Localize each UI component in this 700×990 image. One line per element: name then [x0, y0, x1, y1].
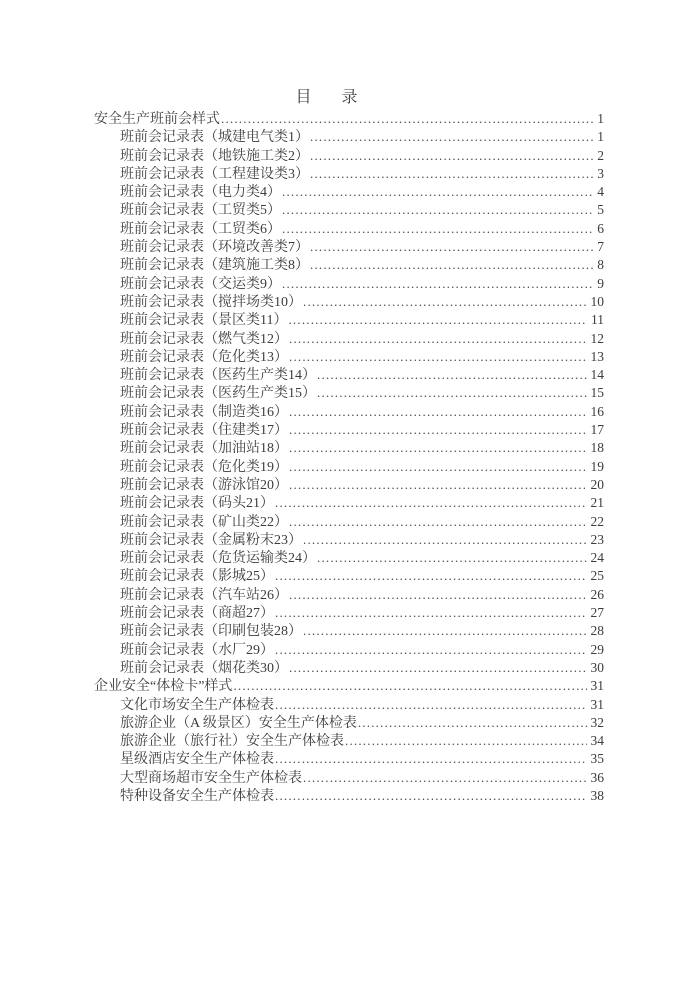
toc-entry[interactable]: [94, 330, 604, 348]
toc-entry-page-number: 38: [590, 787, 604, 803]
toc-entry-page-number: 21: [590, 495, 604, 511]
toc-leader-dots: [282, 220, 593, 239]
toc-entry-page-number: 1: [597, 129, 604, 145]
toc-leader-dots: [358, 714, 587, 733]
toc-entry-label: 班前会记录表（城建电气类1）: [120, 130, 309, 146]
toc-leader-dots: [289, 513, 587, 532]
toc-entry-page-number: 19: [590, 458, 604, 474]
toc-entry[interactable]: [94, 165, 604, 183]
toc-leader-dots: [289, 421, 587, 440]
toc-entry-page-number: 3: [597, 165, 604, 181]
toc-entry-label: 特种设备安全生产体检表: [120, 788, 274, 804]
toc-entry[interactable]: [94, 604, 604, 622]
toc-entry-page-number: 25: [590, 568, 604, 584]
toc-entry-label: 班前会记录表（码头21）: [120, 496, 274, 512]
toc-entry[interactable]: [94, 696, 604, 714]
toc-entry[interactable]: [94, 549, 604, 567]
toc-leader-dots: [303, 531, 587, 550]
toc-entry[interactable]: [94, 110, 604, 128]
toc-entry-label: 班前会记录表（影城25）: [120, 569, 274, 585]
toc-leader-dots: [275, 604, 587, 623]
toc-entry-page-number: 12: [590, 330, 604, 346]
toc-entry[interactable]: [94, 256, 604, 274]
toc-entry-page-number: 16: [590, 403, 604, 419]
toc-entry-label: 班前会记录表（商超27）: [120, 606, 274, 622]
toc-entry[interactable]: [94, 567, 604, 585]
toc-entry-page-number: 36: [590, 769, 604, 785]
toc-entry-page-number: 13: [590, 348, 604, 364]
toc-entry-page-number: 18: [590, 440, 604, 456]
toc-entry-label: 安全生产班前会样式: [94, 112, 220, 127]
toc-leader-dots: [303, 293, 587, 312]
toc-entry-label: 文化市场安全生产体检表: [120, 697, 274, 713]
toc-entry[interactable]: [94, 769, 604, 787]
toc-leader-dots: [303, 769, 587, 788]
toc-entry-page-number: 28: [590, 623, 604, 639]
toc-leader-dots: [310, 147, 593, 166]
toc-leader-dots: [289, 403, 587, 422]
toc-entry[interactable]: [94, 201, 604, 219]
toc-entry[interactable]: [94, 677, 604, 695]
toc-entry-page-number: 17: [590, 422, 604, 438]
toc-entry-label: 班前会记录表（搅拌场类10）: [120, 294, 302, 310]
toc-entry-page-number: 32: [590, 714, 604, 730]
toc-entry[interactable]: [94, 348, 604, 366]
toc-entry-page-number: 8: [597, 257, 604, 273]
toc-entry-label: 班前会记录表（燃气类12）: [120, 331, 288, 347]
toc-entry-label: 班前会记录表（汽车站26）: [120, 587, 288, 603]
toc-entry-page-number: 29: [590, 641, 604, 657]
toc-leader-dots: [282, 183, 593, 202]
toc-entry[interactable]: [94, 513, 604, 531]
toc-entry[interactable]: [94, 458, 604, 476]
toc-entry[interactable]: [94, 421, 604, 439]
toc-leader-dots: [282, 275, 593, 294]
toc-entry[interactable]: [94, 586, 604, 604]
toc-leader-dots: [233, 677, 586, 696]
toc-title: 目 录: [295, 89, 359, 106]
toc-entry-label: 班前会记录表（交运类9）: [120, 276, 281, 292]
toc-entry[interactable]: [94, 147, 604, 165]
toc-entry-page-number: 34: [590, 733, 604, 749]
toc-entry-label: 班前会记录表（工贸类5）: [120, 203, 281, 219]
toc-entry-label: 班前会记录表（环境改善类7）: [120, 240, 309, 256]
toc-leader-dots: [310, 128, 593, 147]
toc-entry-page-number: 35: [590, 751, 604, 767]
toc-entry-page-number: 9: [597, 275, 604, 291]
toc-entry-label: 班前会记录表（制造类16）: [120, 404, 288, 420]
toc-entry[interactable]: [94, 128, 604, 146]
toc-entry-page-number: 1: [597, 111, 604, 126]
toc-leader-dots: [317, 549, 587, 568]
toc-entry-page-number: 7: [597, 239, 604, 255]
toc-leader-dots: [289, 348, 587, 367]
toc-entry[interactable]: [94, 494, 604, 512]
toc-leader-dots: [303, 622, 587, 641]
toc-entry-label: 旅游企业（A 级景区）安全生产体检表: [120, 715, 357, 731]
toc-entry[interactable]: [94, 531, 604, 549]
toc-entry-label: 班前会记录表（矿山类22）: [120, 514, 288, 530]
toc-entry-label: 星级酒店安全生产体检表: [120, 752, 274, 768]
toc-entry-label: 班前会记录表（建筑施工类8）: [120, 258, 309, 274]
toc-entry-label: 班前会记录表（医药生产类15）: [120, 386, 316, 402]
toc-entry-page-number: 20: [590, 476, 604, 492]
toc-entry[interactable]: [94, 293, 604, 311]
toc-leader-dots: [288, 311, 587, 330]
toc-entry-label: 班前会记录表（景区类11）: [120, 313, 288, 329]
toc-leader-dots: [345, 732, 587, 751]
toc-entry[interactable]: [94, 439, 604, 457]
toc-entry-label: 企业安全“体检卡”样式: [94, 679, 233, 695]
toc-entry-label: 班前会记录表（工贸类6）: [120, 221, 281, 237]
toc-entry-label: 班前会记录表（水厂29）: [120, 642, 274, 658]
toc-entry-page-number: 6: [597, 220, 604, 236]
toc-leader-dots: [289, 439, 587, 458]
toc-leader-dots: [275, 567, 587, 586]
toc-leader-dots: [275, 696, 587, 715]
toc-leader-dots: [310, 256, 593, 275]
toc-leader-dots: [289, 458, 587, 477]
toc-entry[interactable]: [94, 384, 604, 402]
toc-leader-dots: [289, 659, 587, 678]
toc-entry-label: 班前会记录表（危化类13）: [120, 349, 288, 365]
toc-leader-dots: [221, 110, 593, 129]
toc-entry[interactable]: [94, 732, 604, 750]
toc-entry-label: 班前会记录表（医药生产类14）: [120, 368, 316, 384]
toc-entry[interactable]: [94, 641, 604, 659]
toc-entry-page-number: 31: [590, 696, 604, 712]
toc-entry-label: 班前会记录表（加油站18）: [120, 441, 288, 457]
toc-entry-label: 班前会记录表（金属粉末23）: [120, 532, 302, 548]
toc-entry-label: 班前会记录表（游泳馆20）: [120, 477, 288, 493]
toc-entry-label: 大型商场超市安全生产体检表: [120, 770, 302, 786]
toc-entry-page-number: 30: [590, 659, 604, 675]
toc-entry-page-number: 23: [590, 531, 604, 547]
toc-entry-page-number: 27: [590, 605, 604, 621]
toc-entry[interactable]: [94, 622, 604, 640]
toc-leader-dots: [289, 330, 587, 349]
toc-entry[interactable]: [94, 238, 604, 256]
toc-entry-page-number: 10: [590, 293, 604, 309]
toc-entry[interactable]: [94, 787, 604, 805]
toc-entry-page-number: 5: [597, 202, 604, 218]
toc-entry-page-number: 4: [597, 184, 604, 200]
toc-entry-label: 班前会记录表（烟花类30）: [120, 660, 288, 676]
toc-leader-dots: [275, 750, 587, 769]
toc-entry-label: 班前会记录表（印刷包装28）: [120, 624, 302, 640]
toc-entry-page-number: 24: [590, 550, 604, 566]
toc-leader-dots: [289, 476, 587, 495]
toc-entry[interactable]: [94, 750, 604, 768]
toc-leader-dots: [275, 494, 587, 513]
toc-leader-dots: [282, 201, 593, 220]
toc-leader-dots: [310, 165, 593, 184]
toc-leader-dots: [317, 384, 587, 403]
toc-entry[interactable]: [94, 714, 604, 732]
toc-leader-dots: [289, 586, 587, 605]
toc-entry[interactable]: [94, 311, 604, 329]
table-of-contents: [94, 110, 604, 805]
toc-entry[interactable]: [94, 220, 604, 238]
toc-entry[interactable]: [94, 659, 604, 677]
toc-entry-page-number: 15: [590, 385, 604, 401]
toc-leader-dots: [310, 238, 593, 257]
toc-entry-page-number: 2: [597, 147, 604, 163]
toc-entry-label: 班前会记录表（地铁施工类2）: [120, 148, 309, 164]
toc-entry[interactable]: [94, 183, 604, 201]
toc-entry-label: 班前会记录表（危货运输类24）: [120, 551, 316, 567]
toc-leader-dots: [275, 787, 587, 806]
toc-entry-label: 旅游企业（旅行社）安全生产体检表: [120, 734, 344, 750]
toc-leader-dots: [317, 366, 587, 385]
toc-leader-dots: [275, 641, 587, 660]
toc-entry-page-number: 31: [590, 678, 604, 694]
toc-entry-label: 班前会记录表（电力类4）: [120, 185, 281, 201]
toc-entry-label: 班前会记录表（住建类17）: [120, 423, 288, 439]
toc-entry-page-number: 14: [590, 367, 604, 383]
toc-entry[interactable]: [94, 403, 604, 421]
toc-entry-label: 班前会记录表（工程建设类3）: [120, 166, 309, 182]
toc-entry-page-number: 26: [590, 586, 604, 602]
toc-entry[interactable]: [94, 476, 604, 494]
toc-entry[interactable]: [94, 366, 604, 384]
toc-entry-page-number: 11: [591, 312, 604, 328]
toc-entry-label: 班前会记录表（危化类19）: [120, 459, 288, 475]
toc-entry[interactable]: [94, 275, 604, 293]
toc-entry-page-number: 22: [590, 513, 604, 529]
